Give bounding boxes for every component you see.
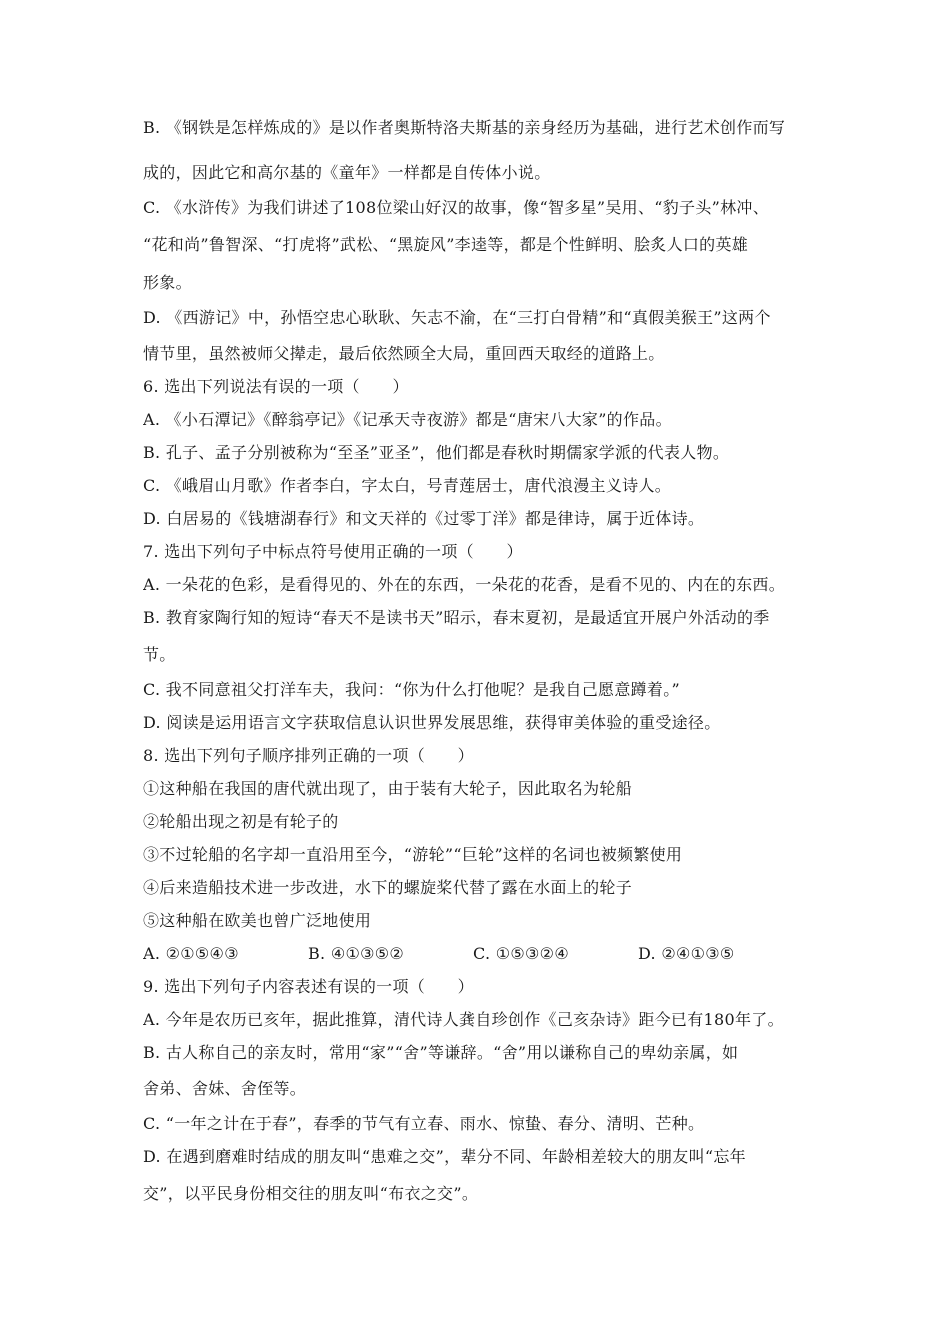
text-line: A. 《小石潭记》《醉翁亭记》《记承天寺夜游》都是“唐宋八大家”的作品。 bbox=[143, 410, 672, 429]
text-line: ⑤这种船在欧美也曾广泛地使用 bbox=[143, 911, 372, 930]
text-line: A. 今年是农历已亥年，据此推算，清代诗人龚自珍创作《己亥杂诗》距今已有180年了。 bbox=[143, 1010, 784, 1029]
text-line: 舍弟、舍妹、舍侄等。 bbox=[143, 1079, 307, 1098]
option-c: C. ①⑤③②④ bbox=[473, 944, 569, 963]
text-line: 形象。 bbox=[143, 273, 192, 292]
text-line: 节。 bbox=[143, 645, 176, 664]
text-line: 情节里，虽然被师父撵走，最后依然顾全大局，重回西天取经的道路上。 bbox=[143, 344, 665, 363]
question-6: 6. 选出下列说法有误的一项（ ） bbox=[143, 377, 409, 396]
text-line: D. 《西游记》中，孙悟空忠心耿耿、矢志不渝，在“三打白骨精”和“真假美猴王”这两个 bbox=[143, 308, 771, 327]
text-line: D. 阅读是运用语言文字获取信息认识世界发展思维，获得审美体验的重受途径。 bbox=[143, 713, 721, 732]
text-line: ②轮船出现之初是有轮子的 bbox=[143, 812, 339, 831]
text-line: 交”，以平民身份相交往的朋友叫“布衣之交”。 bbox=[143, 1184, 479, 1203]
text-line: C. “一年之计在于春”，春季的节气有立春、雨水、惊蛰、春分、清明、芒种。 bbox=[143, 1114, 705, 1133]
text-line: C. 我不同意祖父打洋车夫，我问：“你为什么打他呢？是我自己愿意蹲着。” bbox=[143, 680, 681, 699]
text-line: “花和尚”鲁智深、“打虎将”武松、“黑旋风”李逵等，都是个性鲜明、脍炙人口的英雄 bbox=[143, 235, 749, 254]
text-line: B. 孔子、孟子分别被称为“至圣”亚圣”，他们都是春秋时期儒家学派的代表人物。 bbox=[143, 443, 730, 462]
question-9: 9. 选出下列句子内容表述有误的一项（ ） bbox=[143, 977, 474, 996]
text-line: B. 古人称自己的亲友时，常用“家”“舍”等谦辞。“舍”用以谦称自己的卑幼亲属，如 bbox=[143, 1043, 739, 1062]
text-line: D. 白居易的《钱塘湖春行》和文天祥的《过零丁洋》都是律诗，属于近体诗。 bbox=[143, 509, 705, 528]
option-a: A. ②①⑤④③ bbox=[143, 944, 239, 963]
option-b: B. ④①③⑤② bbox=[308, 944, 405, 963]
question-7: 7. 选出下列句子中标点符号使用正确的一项（ ） bbox=[143, 542, 523, 561]
text-line: A. 一朵花的色彩，是看得见的、外在的东西，一朵花的花香，是看不见的、内在的东西。 bbox=[143, 575, 786, 594]
text-line: C. 《峨眉山月歌》作者李白，字太白，号青莲居士，唐代浪漫主义诗人。 bbox=[143, 476, 672, 495]
question-8: 8. 选出下列句子顺序排列正确的一项（ ） bbox=[143, 746, 474, 765]
text-line: D. 在遇到磨难时结成的朋友叫“患难之交”，辈分不同、年龄相差较大的朋友叫“忘年 bbox=[143, 1147, 746, 1166]
text-line: C. 《水浒传》为我们讲述了108位梁山好汉的故事，像“智多星”吴用、“豹子头”林冲、 bbox=[143, 198, 770, 217]
text-line: ③不过轮船的名字却一直沿用至今，“游轮”“巨轮”这样的名词也被频繁使用 bbox=[143, 845, 683, 864]
options-row bbox=[143, 944, 813, 964]
text-line: 成的，因此它和高尔基的《童年》一样都是自传体小说。 bbox=[143, 163, 551, 182]
text-line: B. 《钢铁是怎样炼成的》是以作者奥斯特洛夫斯基的亲身经历为基础，进行艺术创作而写 bbox=[143, 118, 786, 137]
option-d: D. ②④①③⑤ bbox=[638, 944, 735, 963]
text-line: B. 教育家陶行知的短诗“春天不是读书天”昭示，春末夏初，是最适宜开展户外活动的季 bbox=[143, 608, 770, 627]
text-line: ①这种船在我国的唐代就出现了，由于装有大轮子，因此取名为轮船 bbox=[143, 779, 633, 798]
text-line: ④后来造船技术进一步改进，水下的螺旋桨代替了露在水面上的轮子 bbox=[143, 878, 633, 897]
